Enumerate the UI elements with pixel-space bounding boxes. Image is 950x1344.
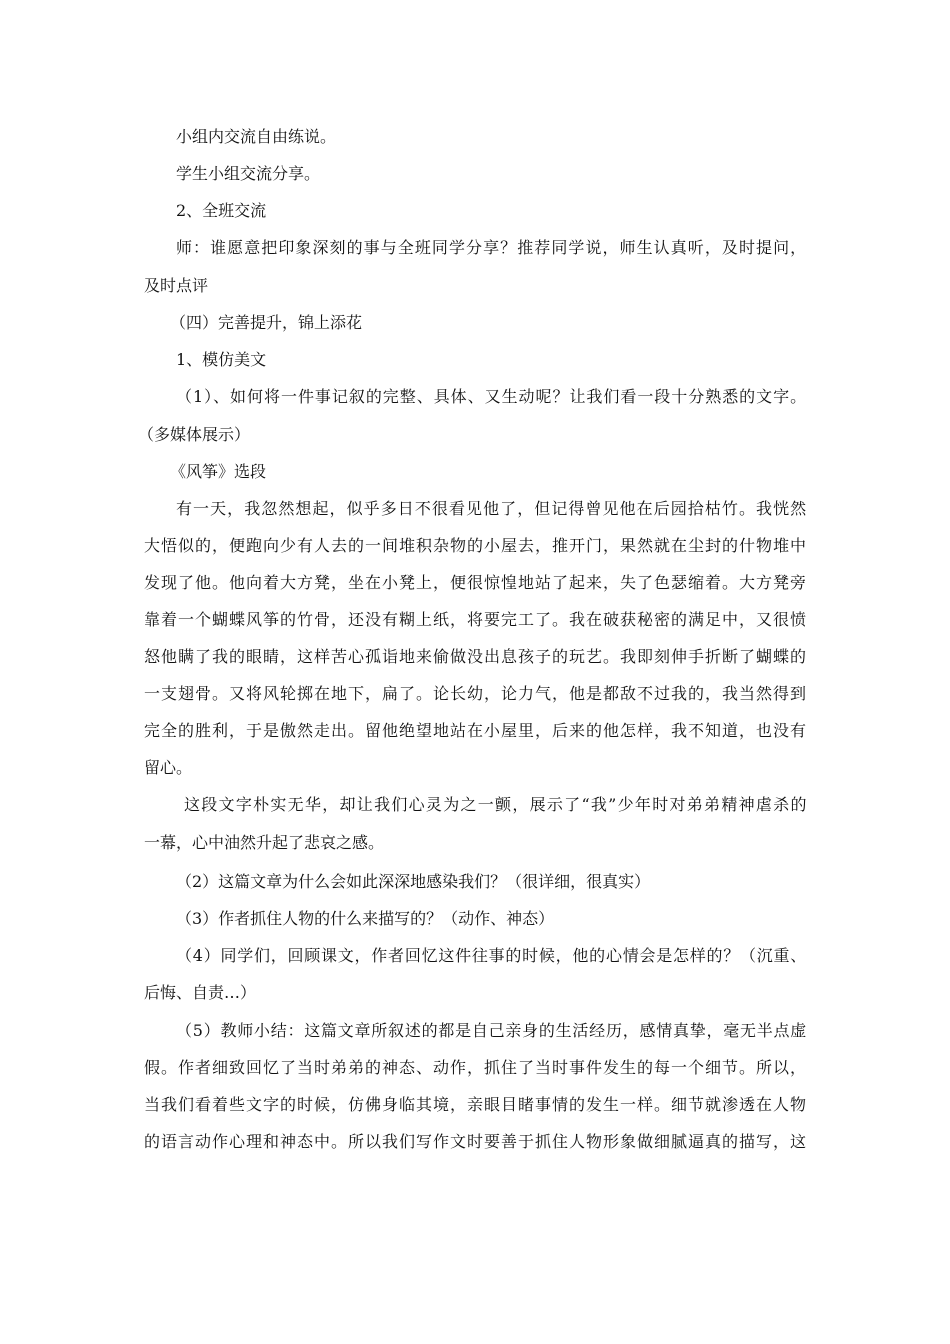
text-line: （2）这篇文章为什么会如此深深地感染我们？（很详细，很真实） <box>176 872 651 891</box>
excerpt-line: 发现了他。他向着大方凳，坐在小凳上，便很惊惶地站了起来，失了色瑟缩着。大方凳旁 <box>144 573 808 592</box>
text-line: 小组内交流自由练说。 <box>176 127 337 146</box>
text-line: 的语言动作心理和神态中。所以我们写作文时要善于抓住人物形象做细腻逼真的描写，这 <box>144 1132 808 1151</box>
text-line: 后悔、自责…） <box>144 983 257 1002</box>
excerpt-title: 《风筝》选段 <box>170 462 267 481</box>
text-line: （3）作者抓住人物的什么来描写的？（动作、神态） <box>176 909 555 928</box>
section-heading: （四）完善提升，锦上添花 <box>170 313 363 332</box>
text-line: 学生小组交流分享。 <box>176 164 321 183</box>
text-line: 假。作者细致回忆了当时弟弟的神态、动作，抓住了当时事件发生的每一个细节。所以， <box>144 1058 808 1077</box>
text-line: （4）同学们，回顾课文，作者回忆这件往事的时候，他的心情会是怎样的？（沉重、 <box>176 946 808 965</box>
excerpt-line: 靠着一个蝴蝶风筝的竹骨，还没有糊上纸，将要完工了。我在破获秘密的满足中，又很愤 <box>144 610 808 629</box>
text-line: 及时点评 <box>144 276 209 295</box>
excerpt-line: 完全的胜利，于是傲然走出。留他绝望地站在小屋里，后来的他怎样，我不知道，也没有 <box>144 721 808 740</box>
excerpt-line: 大悟似的，便跑向少有人去的一间堆积杂物的小屋去，推开门，果然就在尘封的什物堆中 <box>144 536 808 555</box>
excerpt-line: 一支翅骨。又将风轮掷在地下，扁了。论长幼，论力气，他是都敌不过我的，我当然得到 <box>144 684 808 703</box>
excerpt-line: 留心。 <box>144 758 193 777</box>
text-line: 师：谁愿意把印象深刻的事与全班同学分享？推荐同学说，师生认真听，及时提问， <box>176 238 808 257</box>
excerpt-line: 有一天，我忽然想起，似乎多日不很看见他了，但记得曾见他在后园拾枯竹。我恍然 <box>176 499 808 518</box>
text-line: （1）、如何将一件事记叙的完整、具体、又生动呢？让我们看一段十分熟悉的文字。 <box>176 387 808 406</box>
text-line: 一幕，心中油然升起了悲哀之感。 <box>144 833 385 852</box>
text-line: （5）教师小结：这篇文章所叙述的都是自己亲身的生活经历，感情真挚，毫无半点虚 <box>176 1021 808 1040</box>
section-heading: 1、模仿美文 <box>176 350 267 369</box>
text-line: （多媒体展示） <box>138 425 251 444</box>
excerpt-line: 怒他瞒了我的眼睛，这样苦心孤诣地来偷做没出息孩子的玩艺。我即刻伸手折断了蝴蝶的 <box>144 647 808 666</box>
text-line: 当我们看着些文字的时候，仿佛身临其境，亲眼目睹事情的发生一样。细节就渗透在人物 <box>144 1095 808 1114</box>
section-heading: 2、全班交流 <box>176 201 267 220</box>
text-line: 这段文字朴实无华，却让我们心灵为之一颤，展示了“我”少年时对弟弟精神虐杀的 <box>184 795 808 814</box>
